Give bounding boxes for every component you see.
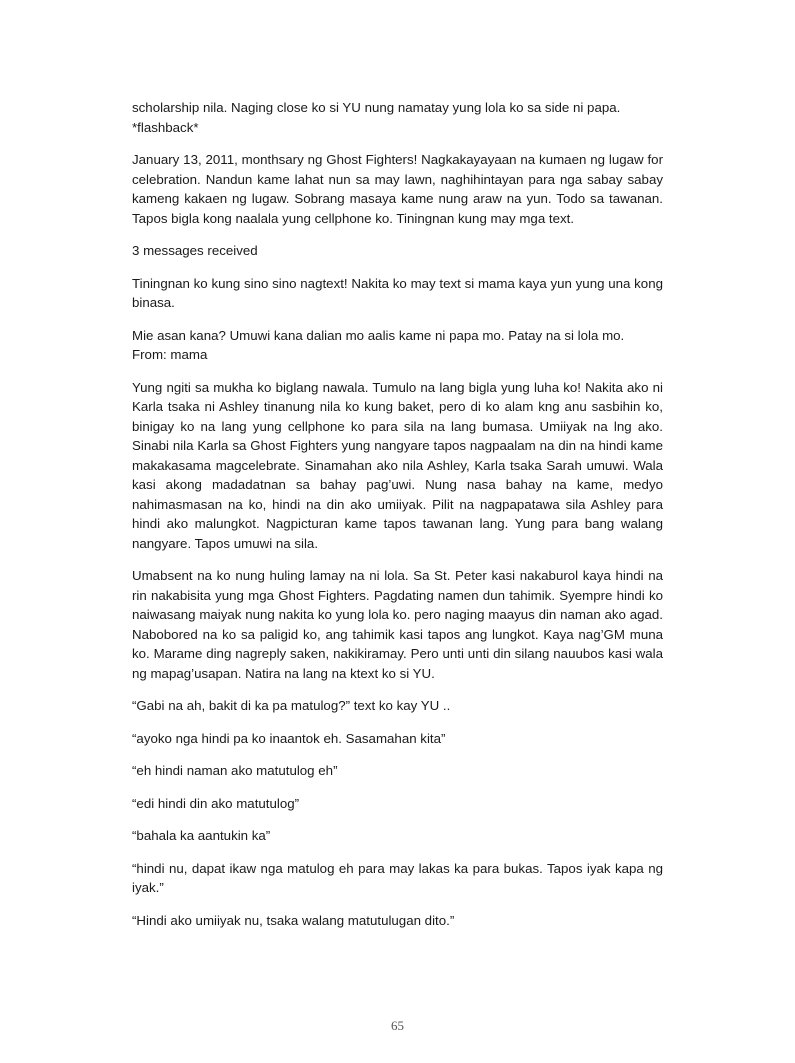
intro-block [132,98,663,137]
dialogue-line: “bahala ka aantukin ka” [132,828,271,843]
text-message-sender: From: mama [132,347,208,362]
dialogue-line: “Gabi na ah, bakit di ka pa matulog?” text ko kay YU .. [132,698,451,713]
paragraph-messages-received: 3 messages received [132,243,258,258]
dialogue-line: “edi hindi din ako matutulog” [132,795,300,811]
dialogue-line: “Hindi ako umiiyak nu, tsaka walang matutulugan dito.” [132,912,455,928]
page-content [132,98,663,943]
text-message-body: Mie asan kana? Umuwi kana dalian mo aalis kame ni papa mo. Patay na si lola mo. [132,327,625,343]
flashback-marker: *flashback* [132,119,199,135]
paragraph-monthsary: January 13, 2011, monthsary ng Ghost Fighters! Nagkakayayaan na kumaen ng lugaw for celebration. Nandun kame lahat nun sa may lawn, naghihintayan para nga sabay sabay kameng kakaen ng lugaw. Sobrang masaya kame nung araw na yun. Todo sa tawanan. Tapos bigla kong naalala yung cellphone ko. Tiningnan kung may mga text. [132,152,663,226]
text-message-block [132,326,663,365]
paragraph-reaction: Yung ngiti sa mukha ko biglang nawala. Tumulo na lang bigla yung luha ko! Nakita ako ni Karla tsaka ni Ashley tinanung nila ko kung baket, pero di ko alam kng anu sasbihin ko, binigay ko na lang yung cellphone ko para sila na lang bumasa. Umiiyak na lng ako. Sinabi nila Karla sa Ghost Fighters yung nangyare tapos nagpaalam na din na hindi kame makakasama magcelebrate. Sinamahan ako nila Ashley, Karla tsaka Sarah umuwi. Wala kasi akong madadatnan sa bahay pag’uwi. Nung nasa bahay na kame, medyo nahimasmasan na ko, hindi na din ako umiiyak. Pilit na nagpapatawa sila Ashley para hindi ako malungkot. Nagpicturan kame tapos tawanan lang. Yung para bang walang nangyare. Tapos umuwi na sila. [132,379,663,551]
paragraph-wake: Umabsent na ko nung huling lamay na ni lola. Sa St. Peter kasi nakaburol kaya hindi na rin nakabisita yung mga Ghost Fighters. Pagdating namen dun tahimik. Syempre hindi ko naiwasang maiyak nung nakita ko yung lola ko. pero naging maayus din naman ako agad. Nabobored na ko sa paligid ko, ang tahimik kasi tapos ang lungkot. Kaya nag’GM muna ko. Marame ding nagreply saken, nakikiramay. Pero unti unti din silang nauubos kasi wala ng mapag’usapan. Natira na lang na ktext ko si YU. [132,568,663,681]
page-number: 65 [391,1018,404,1033]
intro-line: scholarship nila. Naging close ko si YU nung namatay yung lola ko sa side ni papa. [132,100,621,115]
dialogue-line: “eh hindi naman ako matutulog eh” [132,763,338,778]
dialogue-line: “ayoko nga hindi pa ko inaantok eh. Sasamahan kita” [132,730,446,746]
paragraph-checked-texts: Tiningnan ko kung sino sino nagtext! Nakita ko may text si mama kaya yun yung una kong binasa. [132,275,663,310]
dialogue-line: “hindi nu, dapat ikaw nga matulog eh para may lakas ka para bukas. Tapos iyak kapa ng iyak.” [132,860,663,895]
